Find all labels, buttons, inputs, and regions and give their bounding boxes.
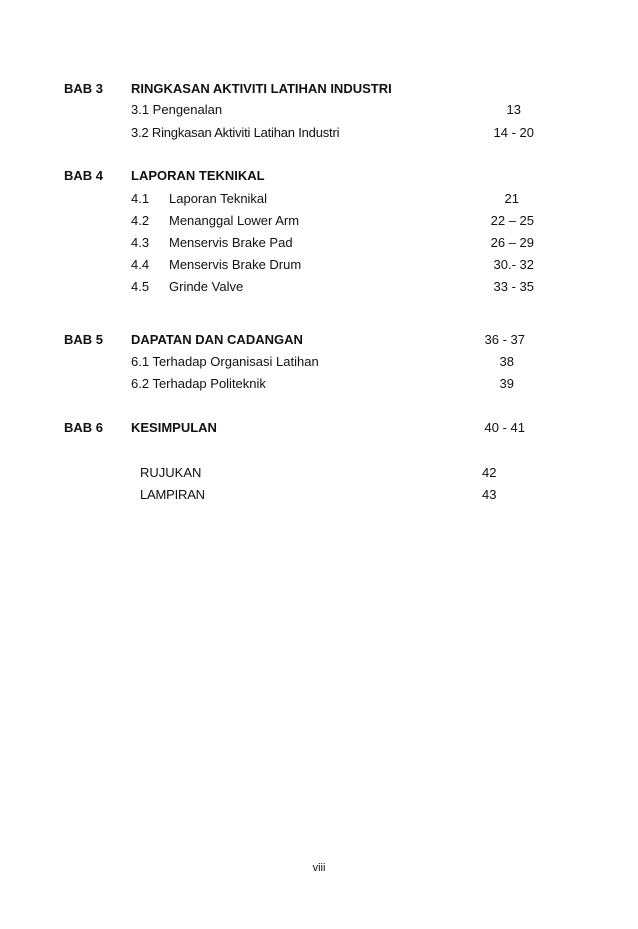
- bab5-item-1-page: 38: [499, 354, 514, 369]
- bab3-label: BAB 3: [64, 81, 104, 96]
- bab4-item-1-num: 4.1: [131, 191, 150, 206]
- bab4-item-2-page: 22 – 25: [490, 213, 534, 228]
- bab3-item-2-page: 14 - 20: [493, 125, 534, 140]
- bab6-page: 40 - 41: [484, 420, 525, 435]
- bab5-title: DAPATAN DAN CADANGAN: [131, 332, 303, 347]
- rujukan-text: RUJUKAN: [140, 465, 202, 480]
- bab4-label: BAB 4: [64, 168, 104, 183]
- rujukan-page: 42: [482, 465, 497, 480]
- page-number: viii: [312, 862, 326, 874]
- bab3-item-2-text: 3.2 Ringkasan Aktiviti Latihan Industri: [131, 125, 340, 140]
- bab4-item-5-text: Grinde Valve: [169, 279, 244, 294]
- bab3-item-1-text: 3.1 Pengenalan: [131, 102, 223, 117]
- bab4-title: LAPORAN TEKNIKAL: [131, 168, 265, 183]
- lampiran-page: 43: [482, 487, 497, 502]
- bab4-item-4-text: Menservis Brake Drum: [169, 257, 302, 272]
- bab4-item-5-num: 4.5: [131, 279, 150, 294]
- bab4-item-3-text: Menservis Brake Pad: [169, 235, 293, 250]
- bab3-item-1-page: 13: [506, 102, 521, 117]
- lampiran-text: LAMPIRAN: [140, 487, 205, 502]
- bab4-item-1-page: 21: [504, 191, 519, 206]
- bab4-item-4-num: 4.4: [131, 257, 150, 272]
- bab4-item-2-text: Menanggal Lower Arm: [169, 213, 300, 228]
- bab4-item-3-num: 4.3: [131, 235, 150, 250]
- bab3-title: RINGKASAN AKTIVITI LATIHAN INDUSTRI: [131, 81, 392, 96]
- bab5-item-2-text: 6.2 Terhadap Politeknik: [131, 376, 266, 391]
- bab4-item-4-page: 30.- 32: [493, 257, 534, 272]
- bab4-item-1-text: Laporan Teknikal: [169, 191, 268, 206]
- bab6-label: BAB 6: [64, 420, 104, 435]
- bab4-item-5-page: 33 - 35: [493, 279, 534, 294]
- bab5-page: 36 - 37: [484, 332, 525, 347]
- bab5-item-1-text: 6.1 Terhadap Organisasi Latihan: [131, 354, 319, 369]
- bab4-item-3-page: 26 – 29: [490, 235, 534, 250]
- bab6-title: KESIMPULAN: [131, 420, 217, 435]
- bab5-item-2-page: 39: [499, 376, 514, 391]
- bab5-label: BAB 5: [64, 332, 104, 347]
- bab4-item-2-num: 4.2: [131, 213, 150, 228]
